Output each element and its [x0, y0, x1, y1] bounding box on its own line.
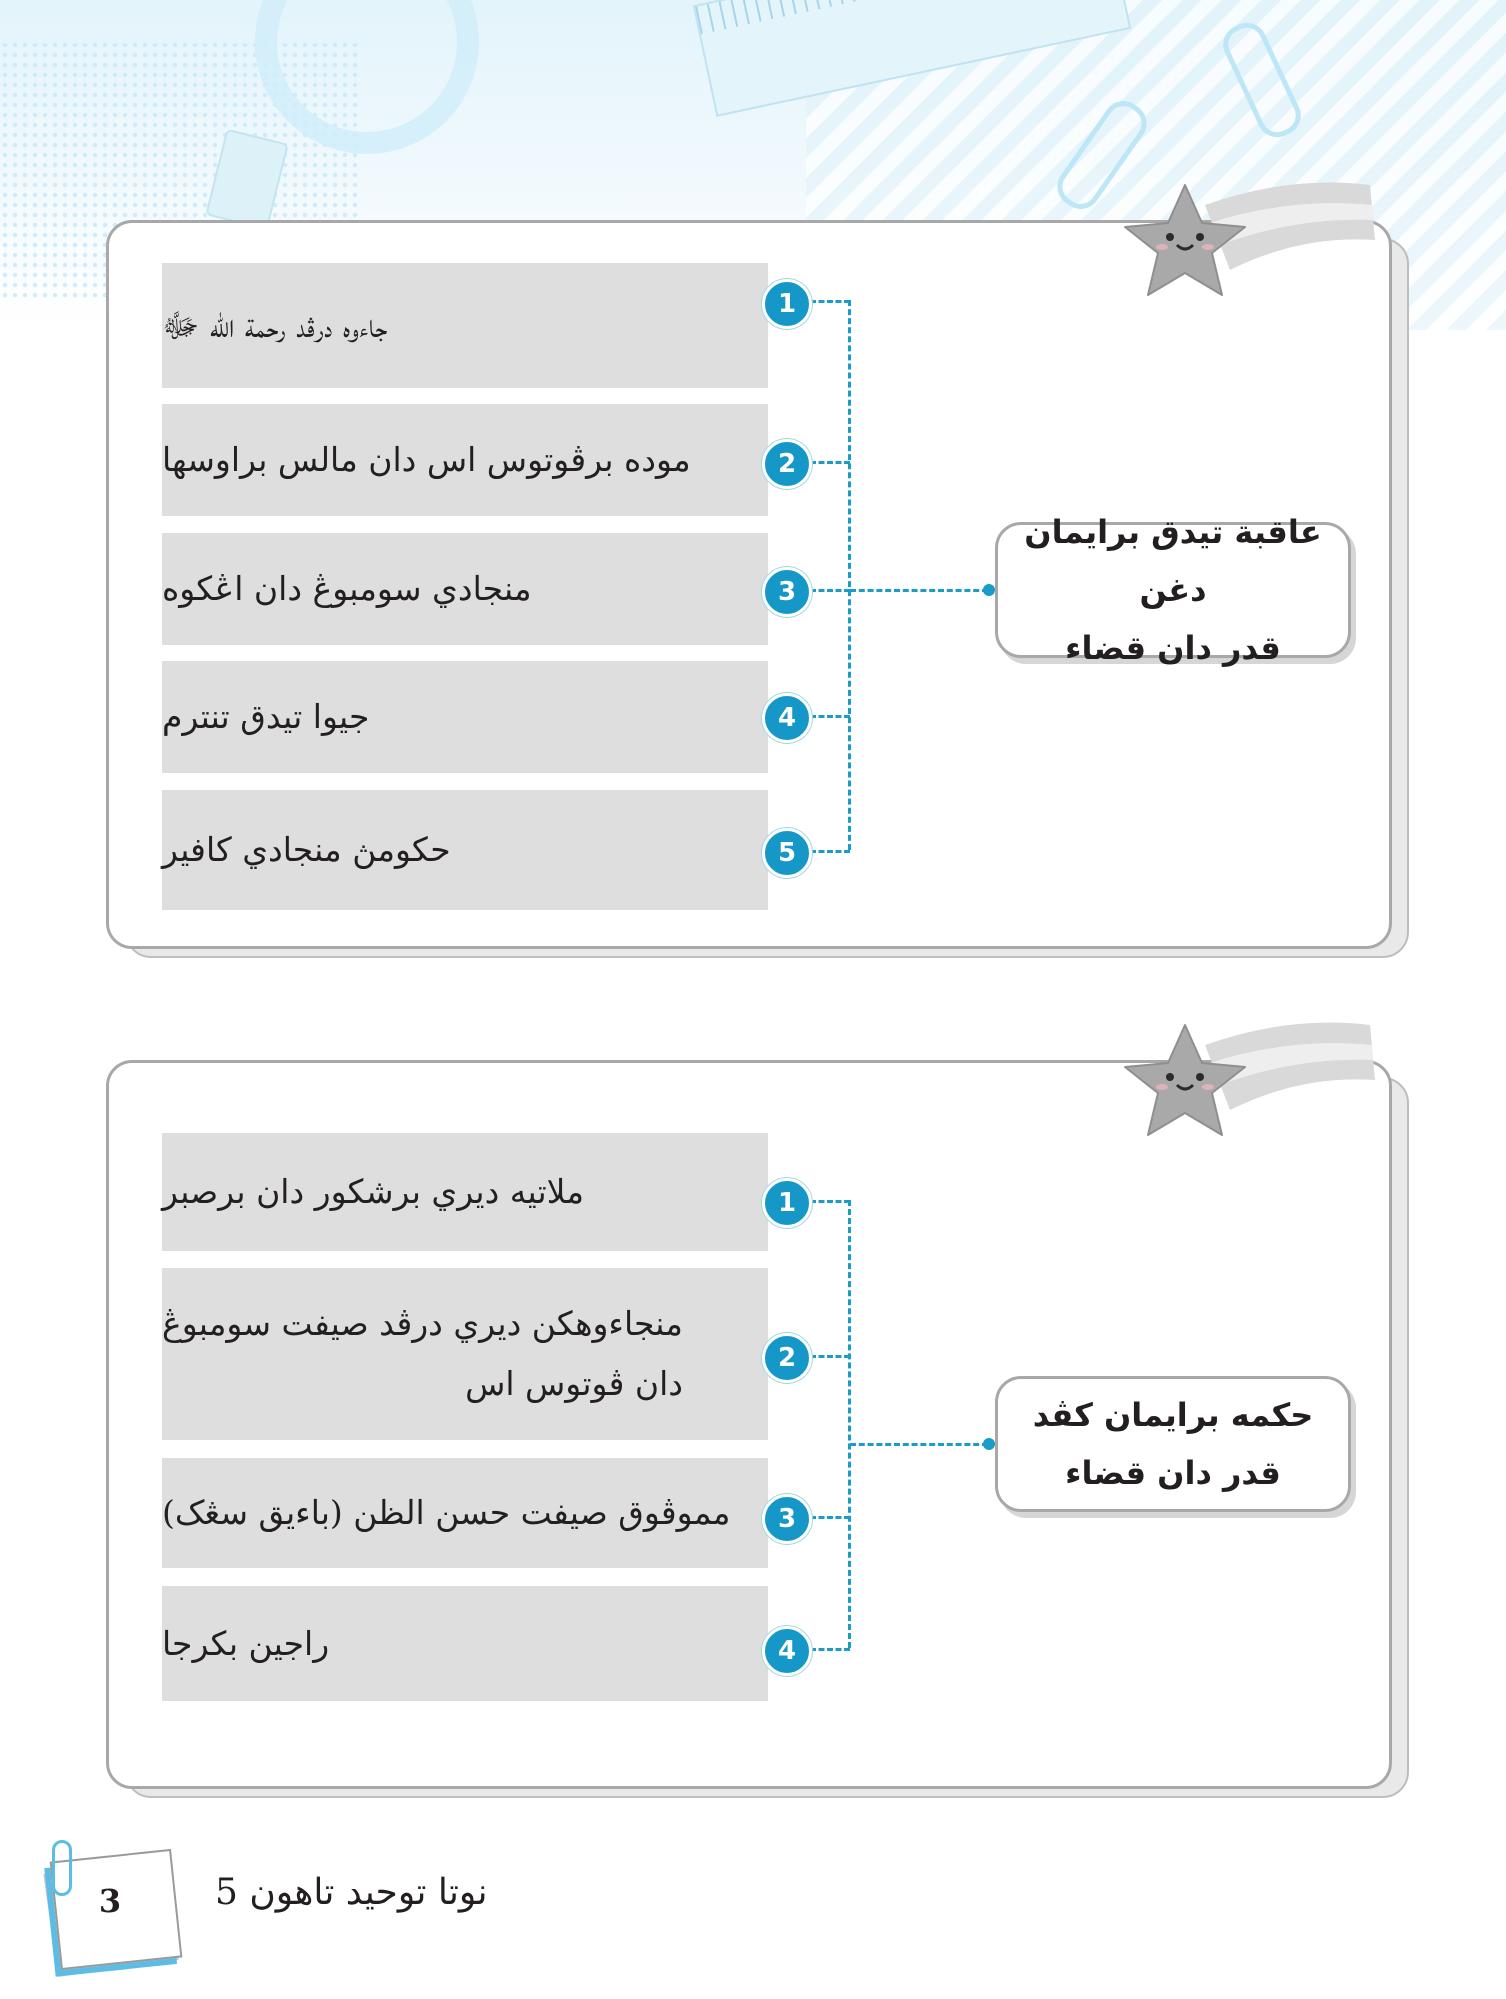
book-title: نوتا توحيد تاهون 5	[215, 1872, 488, 1913]
connector-dot	[983, 1438, 995, 1450]
number-badge: 5	[762, 828, 812, 878]
list-item-text: جيوا تيدق تنترم	[162, 697, 370, 736]
connector-line	[810, 715, 850, 718]
connector-line	[810, 1516, 850, 1519]
topic-box-consequences	[995, 513, 1351, 667]
topic-line: قدر دان قضاء	[1065, 1454, 1281, 1492]
topic-line: حکمه برايمان کڤد	[1032, 1396, 1314, 1434]
topic-line: عاقبة تيدق برايمان دغن	[1024, 513, 1322, 609]
list-item-text: منجادي سومبوڠ دان اڠكوه	[162, 569, 532, 608]
list-item	[162, 1133, 768, 1251]
connector-line	[810, 1200, 850, 1203]
number-badge: 3	[762, 1494, 812, 1544]
list-item-text-line: دان ڤوتوس اس	[465, 1364, 683, 1403]
shooting-star-icon	[1110, 165, 1380, 319]
list-item	[162, 790, 768, 910]
connector-line	[850, 589, 988, 592]
connector-line	[810, 589, 850, 592]
list-item-text: مموڤوق صيفت حسن الظن (باءيق سڠک)	[162, 1493, 731, 1532]
list-item	[162, 1268, 768, 1440]
number-badge: 1	[762, 279, 812, 329]
paperclip-icon	[52, 1840, 72, 1896]
shooting-star-icon	[1110, 1005, 1380, 1159]
list-item	[162, 1586, 768, 1701]
connector-line	[848, 300, 851, 850]
connector-line	[810, 850, 850, 853]
number-badge: 4	[762, 693, 812, 743]
number-badge: 3	[762, 567, 812, 617]
connector-line	[848, 1200, 851, 1648]
list-item-text: جاءوه درڤد رحمة الله ﷻ	[162, 305, 388, 345]
connector-line	[810, 1355, 850, 1358]
list-item	[162, 263, 768, 388]
number-badge: 2	[762, 1333, 812, 1383]
connector-line	[850, 1443, 988, 1446]
list-item-text: حکومڽ منجادي كافير	[162, 830, 451, 869]
number-badge: 4	[762, 1626, 812, 1676]
page-number: 3	[98, 1882, 122, 1920]
topic-box-wisdom	[995, 1376, 1351, 1512]
connector-dot	[983, 584, 995, 596]
number-badge: 2	[762, 439, 812, 489]
topic-line: قدر دان قضاء	[1065, 629, 1281, 667]
list-item-text: ملاتيه ديري برشكور دان برصبر	[162, 1172, 585, 1211]
number-badge: 1	[762, 1178, 812, 1228]
list-item-text: موده برڤوتوس اس دان مالس براوسها	[162, 440, 691, 479]
list-item	[162, 1458, 768, 1568]
list-item-text: راجين بکرجا	[162, 1623, 330, 1663]
list-item-text	[162, 1294, 683, 1414]
connector-line	[810, 1648, 850, 1651]
list-item	[162, 661, 768, 773]
list-item	[162, 404, 768, 516]
list-item	[162, 533, 768, 645]
connector-line	[810, 461, 850, 464]
list-item-text-line: منجاءوهکن ديري درڤد صيفت سومبوڠ	[162, 1304, 683, 1343]
connector-line	[810, 300, 850, 303]
